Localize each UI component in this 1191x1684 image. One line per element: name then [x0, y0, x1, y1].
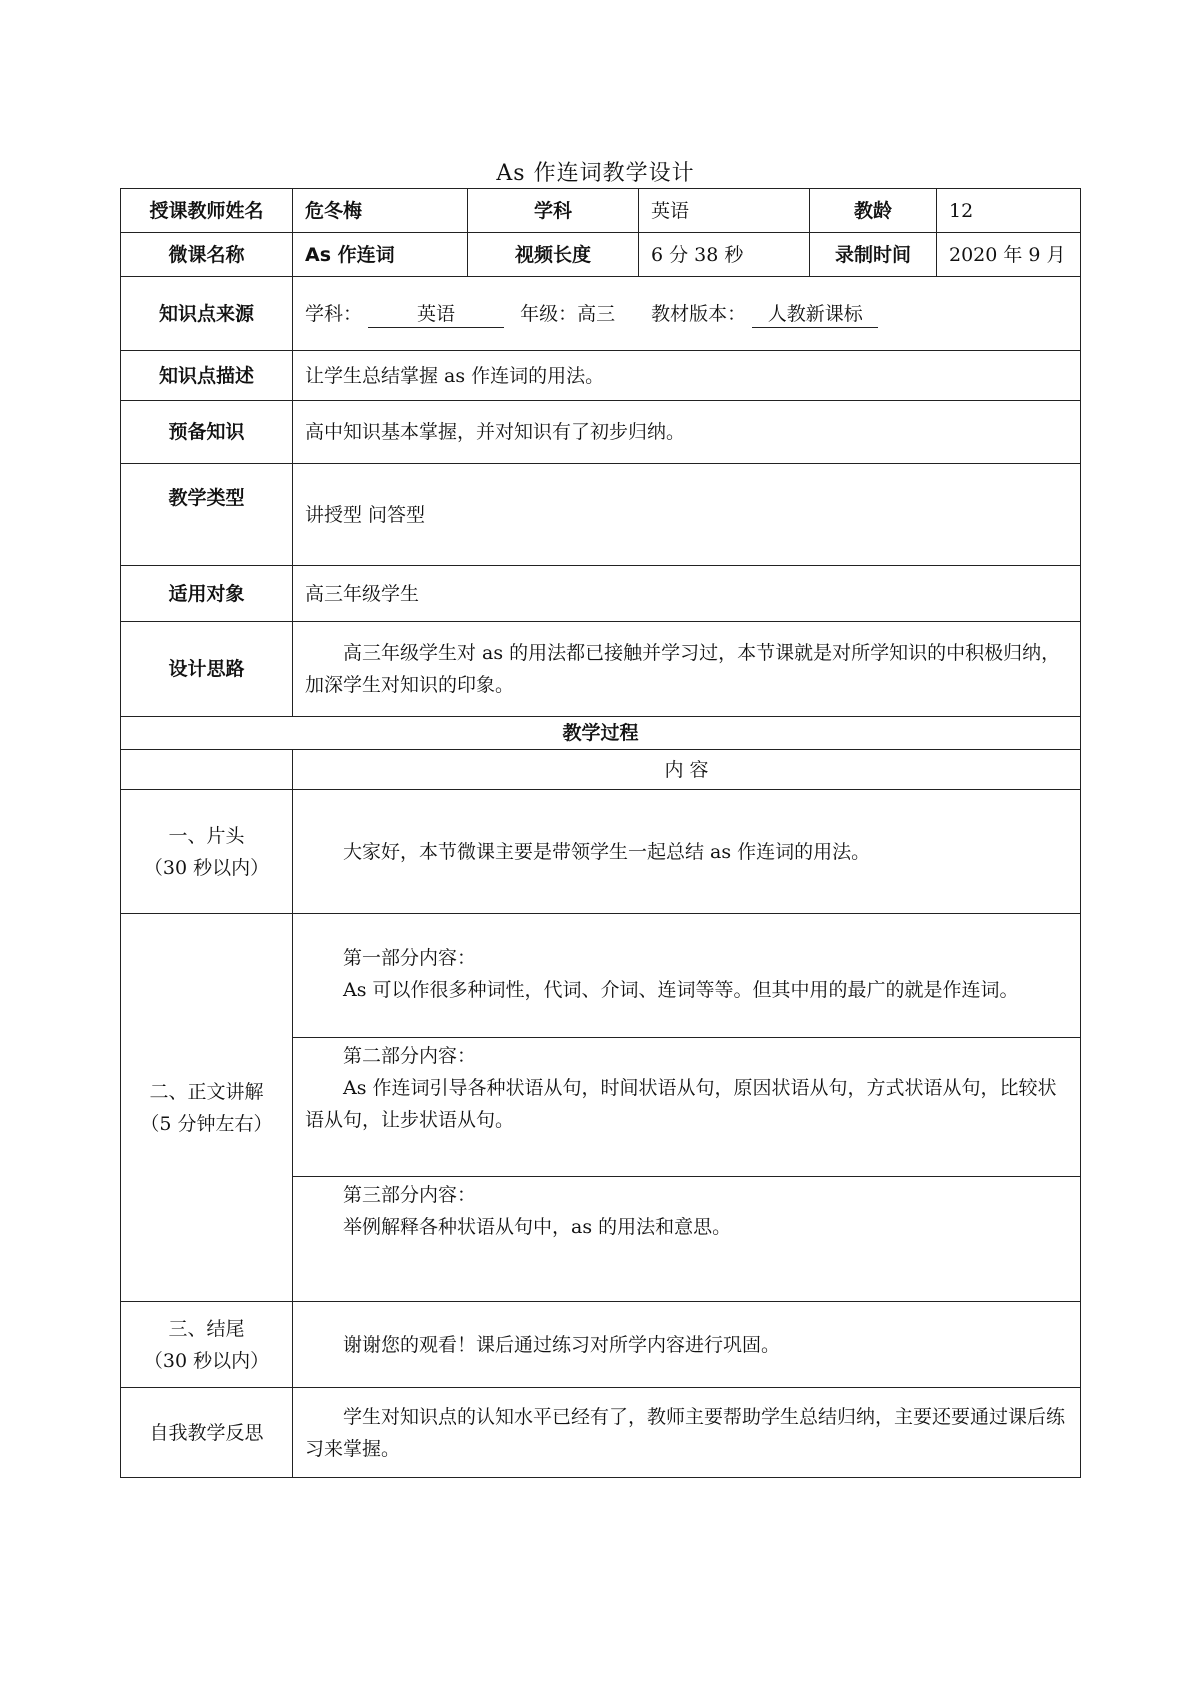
teacher-value: 危冬梅: [293, 189, 468, 233]
part2-text: As 作连词引导各种状语从句，时间状语从句，原因状语从句，方式状语从句，比较状语从句，让步状语从句。: [305, 1076, 1057, 1131]
row-teaching-type: [121, 464, 1081, 566]
target-value: 高三年级学生: [293, 566, 1081, 622]
row-intro: [121, 790, 1081, 914]
design-label: 设计思路: [121, 622, 293, 717]
part1-title: 第一部分内容：: [343, 947, 477, 969]
intro-stage-label: 一、片头: [168, 824, 245, 847]
subject-label: 学科: [468, 189, 639, 233]
source-grade: 年级：高三: [520, 302, 616, 325]
record-time-label: 录制时间: [810, 233, 937, 277]
source-label: 知识点来源: [121, 277, 293, 351]
part3-title: 第三部分内容：: [343, 1183, 477, 1206]
row-design: [121, 622, 1081, 717]
description-label: 知识点描述: [121, 351, 293, 401]
course-label: 微课名称: [121, 233, 293, 277]
video-length-label: 视频长度: [468, 233, 639, 277]
source-subject-prefix: 学科：: [305, 302, 363, 325]
prior-knowledge-value: 高中知识基本掌握，并对知识有了初步归纳。: [293, 401, 1081, 464]
teacher-label: 授课教师姓名: [121, 189, 293, 233]
lesson-design-table: [120, 188, 1081, 1478]
ending-stage-label: 三、结尾: [168, 1317, 245, 1340]
record-time-value: 2020 年 9 月: [937, 233, 1081, 277]
intro-stage-time: （30 秒以内）: [143, 856, 270, 879]
source-value: [293, 277, 1081, 351]
part2-cell: [293, 1037, 1080, 1176]
reflection-label: 自我教学反思: [121, 1388, 293, 1478]
body-parts: [293, 914, 1080, 1301]
prior-knowledge-label: 预备知识: [121, 401, 293, 464]
design-value: 高三年级学生对 as 的用法都已接触并学习过，本节课就是对所学知识的中积极归纳，加深学生对知识的印象。: [293, 622, 1081, 717]
body-stage: [121, 914, 293, 1302]
intro-stage: [121, 790, 293, 914]
body-content: [293, 914, 1081, 1302]
part3-text: 举例解释各种状语从句中，as 的用法和意思。: [343, 1215, 732, 1238]
ending-content: 谢谢您的观看！课后通过练习对所学内容进行巩固。: [293, 1302, 1081, 1388]
row-description: [121, 351, 1081, 401]
part3-cell: [293, 1176, 1080, 1301]
row-target: [121, 566, 1081, 622]
part1-text: As 可以作很多种词性，代词、介词、连词等等。但其中用的最广的就是作连词。: [343, 979, 1019, 1001]
row-ending: [121, 1302, 1081, 1388]
row-prior-knowledge: [121, 401, 1081, 464]
source-edition-prefix: 教材版本：: [651, 302, 747, 325]
row-course: [121, 233, 1081, 277]
document-title: As 作连词教学设计: [496, 161, 695, 186]
content-header: 内 容: [293, 750, 1081, 790]
reflection-content: 学生对知识点的认知水平已经有了，教师主要帮助学生总结归纳，主要还要通过课后练习来掌握。: [293, 1388, 1081, 1478]
ending-stage-time: （30 秒以内）: [143, 1349, 270, 1372]
teaching-age-label: 教龄: [810, 189, 937, 233]
row-content-header: [121, 750, 1081, 790]
row-body: [121, 914, 1081, 1302]
stage-header-empty: [121, 750, 293, 790]
body-stage-label: 二、正文讲解: [149, 1080, 264, 1103]
teaching-age-value: 12: [937, 189, 1081, 233]
part2-title: 第二部分内容：: [343, 1044, 477, 1067]
row-teacher: [121, 189, 1081, 233]
source-edition: 人教新课标: [752, 301, 878, 328]
target-label: 适用对象: [121, 566, 293, 622]
source-subject: 英语: [368, 301, 504, 328]
teaching-type-label: 教学类型: [121, 464, 293, 566]
row-source: [121, 277, 1081, 351]
process-header: 教学过程: [121, 717, 1081, 750]
ending-stage: [121, 1302, 293, 1388]
teaching-type-value: 讲授型 问答型: [293, 464, 1081, 566]
description-value: 让学生总结掌握 as 作连词的用法。: [293, 351, 1081, 401]
part1-cell: [293, 914, 1080, 1037]
body-stage-time: （5 分钟左右）: [140, 1112, 273, 1135]
row-process-header: [121, 717, 1081, 750]
subject-value: 英语: [639, 189, 810, 233]
intro-content: 大家好，本节微课主要是带领学生一起总结 as 作连词的用法。: [293, 790, 1081, 914]
course-value: As 作连词: [293, 233, 468, 277]
video-length-value: 6 分 38 秒: [639, 233, 810, 277]
row-reflection: [121, 1388, 1081, 1478]
